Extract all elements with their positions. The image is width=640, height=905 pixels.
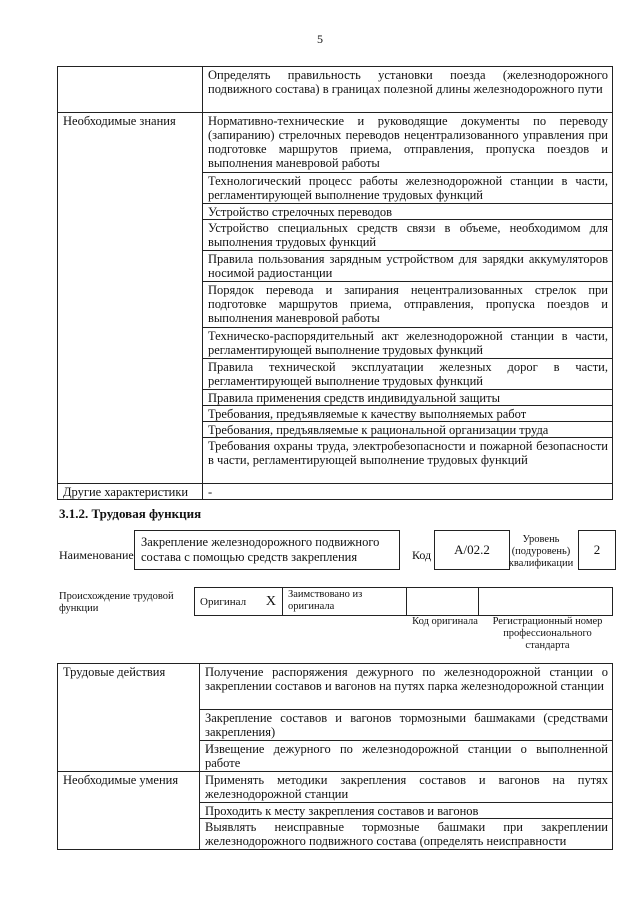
list-item: Требования охраны труда, электробезопасности и пожарной безопасности в части, регламентирующей выполнение трудовых функций <box>203 438 613 484</box>
knowledge-table <box>57 66 613 500</box>
list-item: Выявлять неисправные тормозные башмаки при закреплении железнодорожного подвижного состава (определять неисправности <box>200 819 613 850</box>
section-title: 3.1.2. Трудовая функция <box>59 506 202 521</box>
list-item: Получение распоряжения дежурного по железнодорожной станции о закреплении составов и вагонов на путях парка железнодорожной станции <box>200 664 613 710</box>
other-characteristics-value: - <box>203 484 613 500</box>
code-label: Код <box>412 548 432 562</box>
actions-label: Трудовые действия <box>58 664 200 772</box>
list-item: Устройство стрелочных переводов <box>203 204 613 220</box>
list-item: Требования, предъявляемые к качеству выполняемых работ <box>203 406 613 422</box>
table-cell: Определять правильность установки поезда (железнодорожного подвижного состава) в границах полезной длины железнодорожного пути <box>203 67 613 113</box>
list-item: Порядок перевода и запирания нецентрализованных стрелок при подготовке маршрутов приема, отправления, пропуска поездов и выполнения маневровой работы <box>203 282 613 328</box>
code-box <box>434 530 510 570</box>
origin-label: Происхождение трудовой функции <box>59 591 174 614</box>
function-name-value: Закрепление железнодорожного подвижного состава с помощью средств закрепления <box>141 535 380 564</box>
page-number: 5 <box>317 32 323 46</box>
original-cell <box>195 588 283 616</box>
skills-label: Необходимые умения <box>58 772 200 850</box>
list-item: Извещение дежурного по железнодорожной станции о выполненной работе <box>200 741 613 772</box>
original-label: Оригинал <box>200 596 247 608</box>
list-item: Применять методики закрепления составов и вагонов на путях железнодорожной станции <box>200 772 613 803</box>
list-item: Устройство специальных средств связи в объеме, необходимом для выполнения трудовых функций <box>203 220 613 251</box>
list-item: Технологический процесс работы железнодорожной станции в части, регламентирующей выполнение трудовых функций <box>203 173 613 204</box>
code-value: А/02.2 <box>454 542 490 557</box>
origin-table <box>194 587 613 616</box>
list-item: Закрепление составов и вагонов тормозными башмаками (средствами закрепления) <box>200 710 613 741</box>
name-label: Наименование <box>59 548 134 562</box>
actions-table <box>57 663 613 850</box>
list-item: Проходить к месту закрепления составов и вагонов <box>200 803 613 819</box>
list-item: Нормативно-технические и руководящие документы по переводу (запиранию) стрелочных переводов нецентрализованного управления при подготовке маршрутов приема, отправления, пропуска поездов и выполнения маневровой работы <box>203 113 613 173</box>
level-label: Уровень (подуровень) квалификации <box>508 534 574 569</box>
borrowed-label: Заимствовано из оригинала <box>283 588 407 616</box>
table-cell-empty <box>58 67 203 113</box>
list-item: Правила технической эксплуатации железных дорог в части, регламентирующей выполнение трудовых функций <box>203 359 613 390</box>
function-name-box <box>134 530 400 570</box>
list-item: Требования, предъявляемые к рациональной организации труда <box>203 422 613 438</box>
level-box <box>578 530 616 570</box>
knowledge-label: Необходимые знания <box>58 113 203 484</box>
level-value: 2 <box>593 542 601 557</box>
original-mark: X <box>265 594 276 609</box>
list-item: Правила пользования зарядным устройством для зарядки аккумуляторов носимой радиостанции <box>203 251 613 282</box>
code-original-cell <box>407 588 479 616</box>
other-characteristics-label: Другие характеристики <box>58 484 203 500</box>
code-original-caption: Код оригинала <box>412 616 478 627</box>
reg-number-caption: Регистрационный номер профессионального стандарта <box>492 616 603 651</box>
reg-number-cell <box>479 588 613 616</box>
list-item: Техническо-распорядительный акт железнодорожной станции в части, регламентирующей выполнение трудовых функций <box>203 328 613 359</box>
list-item: Правила применения средств индивидуальной защиты <box>203 390 613 406</box>
